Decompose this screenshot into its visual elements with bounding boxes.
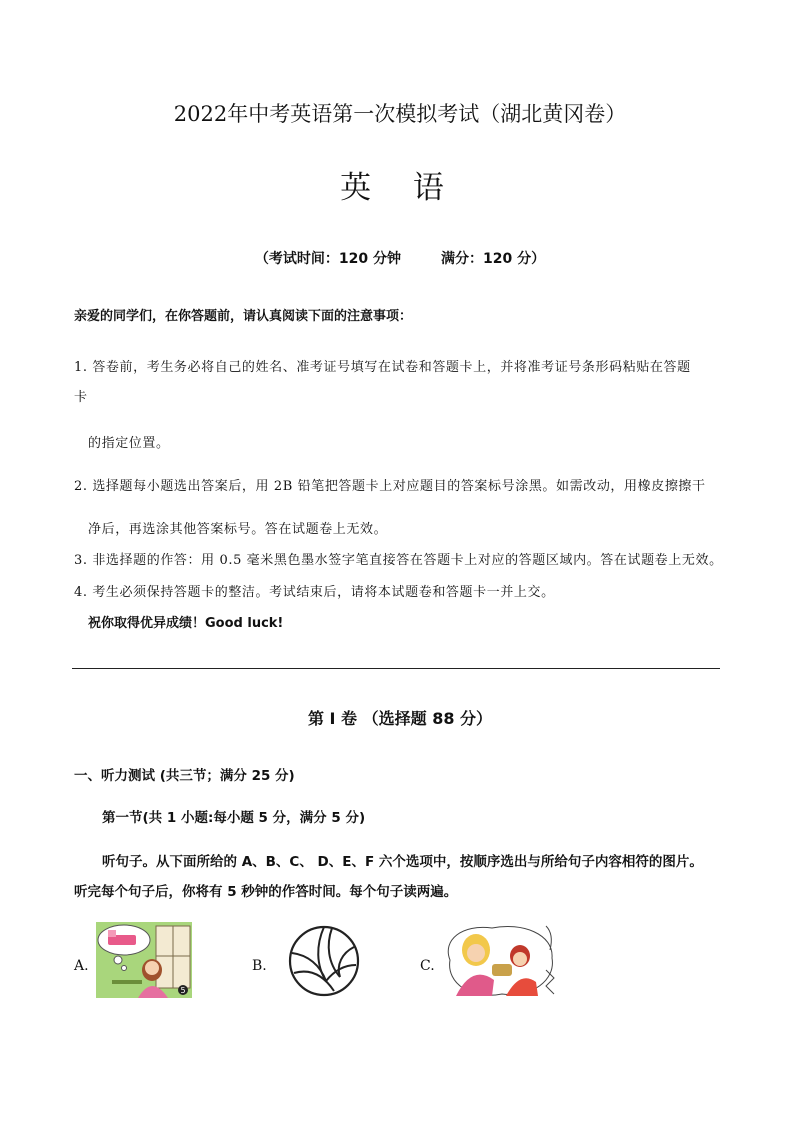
- divider-line: [72, 668, 720, 669]
- notice-item-1-cont: 的指定位置。: [88, 436, 170, 451]
- good-luck-text: 祝你取得优异成绩！Good luck!: [88, 616, 284, 631]
- notice-heading: 亲爱的同学们，在你答题前，请认真阅读下面的注意事项：: [74, 309, 413, 324]
- notice-item-4: 4. 考生必须保持答题卡的整洁。考试结束后，请将本试题卷和答题卡一并上交。: [74, 585, 555, 600]
- notice-item-1-wrap: 卡: [74, 390, 88, 405]
- notice-item-3: 3. 非选择题的作答：用 0.5 毫米黑色墨水签字笔直接答在答题卡上对应的答题区域内。答在试题卷上无效。: [74, 553, 723, 568]
- instruction-line-2: 听完每个句子后，你将有 5 秒钟的作答时间。每个句子读两遍。: [74, 884, 458, 900]
- part-title: 第 I 卷 （选择题 88 分）: [307, 709, 493, 728]
- option-c-picture: [442, 920, 558, 1000]
- option-b-label: B.: [252, 958, 267, 974]
- section-heading: 一、听力测试 (共三节；满分 25 分): [74, 768, 295, 784]
- subsection-heading: 第一节(共 1 小题:每小题 5 分，满分 5 分): [102, 810, 366, 826]
- option-a-label: A.: [74, 958, 89, 974]
- instruction-line-1: 听句子。从下面所给的 A、B、C、 D、E、F 六个选项中，按顺序选出与所给句子内容相符的图片。: [102, 854, 703, 870]
- notice-item-1: 1. 答卷前，考生务必将自己的姓名、准考证号填写在试卷和答题卡上，并将准考证号条形码粘贴在答题: [74, 360, 691, 375]
- exam-full-score: 满分：120 分）: [441, 251, 546, 267]
- exam-title: 2022年中考英语第一次模拟考试（湖北黄冈卷）: [173, 102, 627, 126]
- exam-time: （考试时间：120 分钟: [254, 251, 401, 267]
- notice-item-2-cont: 净后，再选涂其他答案标号。答在试题卷上无效。: [88, 522, 388, 537]
- subject-title: 英 语: [340, 170, 460, 206]
- picture-badge: 5: [180, 986, 186, 995]
- option-b-picture: [286, 925, 362, 997]
- exam-info: [0, 248, 800, 268]
- notice-item-2: 2. 选择题每小题选出答案后，用 2B 铅笔把答题卡上对应题目的答案标号涂黑。如需改动，用橡皮擦擦干: [74, 479, 706, 494]
- option-a-picture: [96, 922, 192, 998]
- option-c-label: C.: [420, 958, 435, 974]
- volleyball-icon: [286, 925, 362, 997]
